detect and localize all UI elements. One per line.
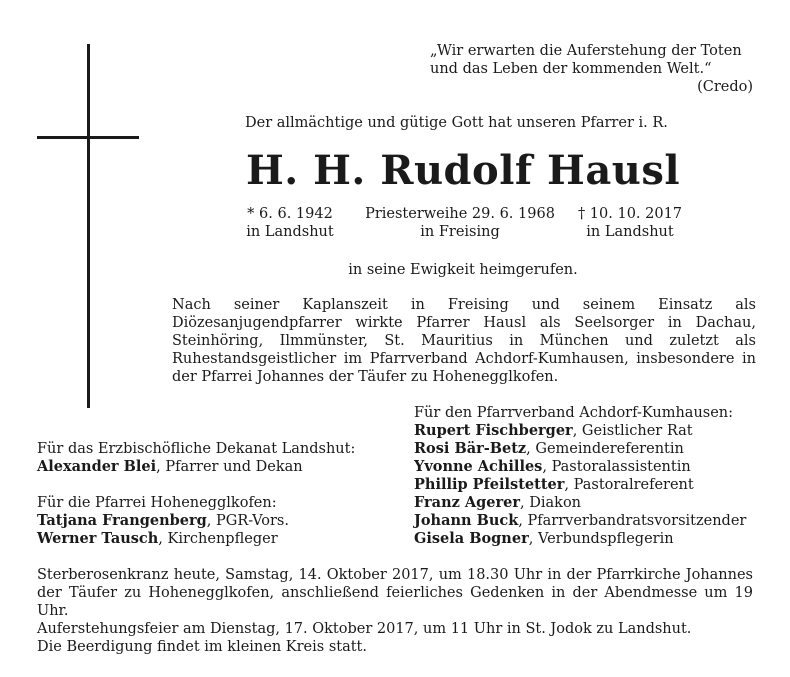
signer-row: Tatjana Frangenberg, PGR-Vors. bbox=[37, 512, 289, 529]
biography bbox=[172, 296, 756, 386]
signer-row: Alexander Blei, Pfarrer und Dekan bbox=[37, 458, 303, 475]
death-date: † 10. 10. 2017 bbox=[577, 206, 683, 222]
signer-name: Tatjana Frangenberg bbox=[37, 512, 207, 529]
signer-row: Rupert Fischberger, Geistlicher Rat bbox=[414, 422, 693, 439]
signer-name: Yvonne Achilles bbox=[414, 458, 543, 475]
birth-date: * 6. 6. 1942 bbox=[247, 206, 333, 222]
death-column bbox=[570, 205, 690, 241]
dekanat-signers bbox=[37, 440, 355, 476]
signer-row: Yvonne Achilles, Pastoralassistentin bbox=[414, 458, 691, 475]
signer-row: Gisela Bogner, Verbundspflegerin bbox=[414, 530, 674, 547]
deceased-name: H. H. Rudolf Hausl bbox=[245, 147, 681, 194]
signer-name: Alexander Blei bbox=[37, 458, 157, 475]
signer-role: Pfarrer und Dekan bbox=[165, 459, 303, 475]
signer-row: Werner Tausch, Kirchenpfleger bbox=[37, 530, 278, 547]
signer-role: Pfarrverbandratsvorsitzender bbox=[527, 513, 747, 529]
ordination-date: Priesterweihe 29. 6. 1968 bbox=[365, 206, 555, 222]
signer-row: Franz Agerer, Diakon bbox=[414, 494, 582, 511]
death-place: in Landshut bbox=[586, 224, 674, 240]
pfarrei-signers bbox=[37, 494, 289, 548]
signer-role: Gemeindereferentin bbox=[535, 441, 684, 457]
biography-text: Nach seiner Kaplanszeit in Freising und seinem Einsatz als Diözesanjugendpfarrer wirkte Pfarrer Hausl als Seelsorger in Dachau, Steinhöring, Ilmmünster, St. Mauritius in München und zuletzt als Ruhestandsgeistlicher im Pfarrverband Achdorf-Kumhausen, insbesondere in der Pfarrei Johannes der Täufer zu Hohenegglkofen. bbox=[172, 297, 756, 385]
dekanat-heading: Für das Erzbischöfliche Dekanat Landshut: bbox=[37, 441, 356, 457]
signer-row: Johann Buck, Pfarrverbandratsvorsitzender bbox=[414, 512, 747, 529]
cross-vertical-bar bbox=[87, 44, 90, 408]
intro-text: Der allmächtige und gütige Gott hat unseren Pfarrer i. R. bbox=[245, 115, 668, 131]
pfarrei-heading: Für die Pfarrei Hohenegglkofen: bbox=[37, 495, 277, 511]
ordination-place: in Freising bbox=[420, 224, 500, 240]
signer-name: Phillip Pfeilstetter bbox=[414, 476, 565, 493]
signer-name: Johann Buck bbox=[414, 512, 519, 529]
auferstehung-text: Auferstehungsfeier am Dienstag, 17. Oktober 2017, um 11 Uhr in St. Jodok zu Landshut. bbox=[37, 621, 692, 637]
cross-horizontal-bar bbox=[37, 136, 139, 139]
rosenkranz-text: Sterberosenkranz heute, Samstag, 14. Oktober 2017, um 18.30 Uhr in der Pfarrkirche Johannes der Täufer zu Hohenegglkofen, anschließend feierliches Gedenken in der Abendmesse um 19 Uhr. bbox=[37, 567, 753, 619]
signer-name: Werner Tausch bbox=[37, 530, 159, 547]
birth-place: in Landshut bbox=[246, 224, 334, 240]
quote-line-1: „Wir erwarten die Auferstehung der Toten bbox=[430, 43, 742, 59]
signer-role: Diakon bbox=[529, 495, 582, 511]
beerdigung-text: Die Beerdigung findet im kleinen Kreis statt. bbox=[37, 639, 367, 655]
signer-role: Verbundspflegerin bbox=[537, 531, 674, 547]
credo-quote bbox=[430, 42, 753, 96]
signer-role: Pastoralassistentin bbox=[551, 459, 691, 475]
signer-name: Gisela Bogner bbox=[414, 530, 529, 547]
signer-role: Geistlicher Rat bbox=[581, 423, 693, 439]
signer-name: Franz Agerer bbox=[414, 494, 521, 511]
ordination-column bbox=[360, 205, 560, 241]
pfarrverband-signers bbox=[414, 404, 746, 548]
signer-role: PGR-Vors. bbox=[216, 513, 289, 529]
heimgerufen-text: in seine Ewigkeit heimgerufen. bbox=[348, 262, 578, 278]
signer-role: Pastoralreferent bbox=[573, 477, 694, 493]
signer-name: Rosi Bär-Betz bbox=[414, 440, 527, 457]
funeral-information bbox=[37, 566, 753, 656]
signer-row: Phillip Pfeilstetter, Pastoralreferent bbox=[414, 476, 694, 493]
pfarrverband-heading: Für den Pfarrverband Achdorf-Kumhausen: bbox=[414, 405, 734, 421]
signer-role: Kirchenpfleger bbox=[167, 531, 278, 547]
signer-row: Rosi Bär-Betz, Gemeindereferentin bbox=[414, 440, 684, 457]
signer-name: Rupert Fischberger bbox=[414, 422, 573, 439]
quote-line-2: und das Leben der kommenden Welt.“ bbox=[430, 61, 712, 77]
quote-source: (Credo) bbox=[697, 79, 753, 95]
birth-column bbox=[230, 205, 350, 241]
